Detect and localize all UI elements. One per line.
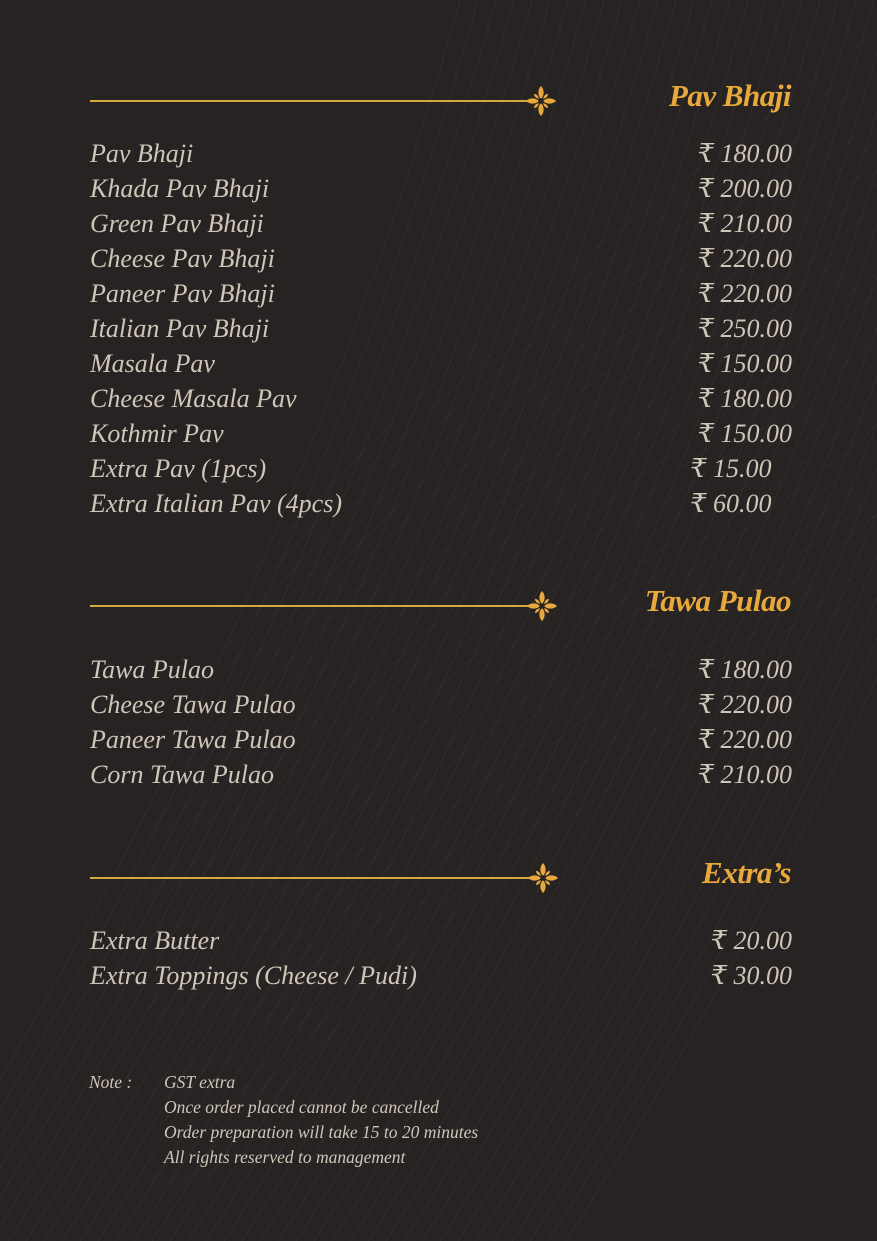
menu-item: [90, 206, 792, 241]
note-line: GST extra: [164, 1072, 236, 1092]
menu-item: [90, 451, 792, 486]
item-name: Khada Pav Bhaji: [90, 174, 270, 203]
menu-item: [90, 757, 792, 792]
item-price: ₹ 220.00: [697, 279, 792, 308]
item-name: Italian Pav Bhaji: [90, 314, 270, 343]
item-name: Kothmir Pav: [90, 419, 224, 448]
item-price: ₹ 150.00: [697, 419, 792, 448]
note-line: Order preparation will take 15 to 20 minutes: [164, 1122, 479, 1142]
section-title: Tawa Pulao: [644, 583, 791, 618]
item-name: Extra Toppings (Cheese / Pudi): [90, 961, 417, 990]
flower-ornament-icon: [526, 590, 558, 622]
item-price: ₹ 220.00: [697, 725, 792, 754]
item-name: Masala Pav: [90, 349, 215, 378]
item-name: Corn Tawa Pulao: [90, 760, 274, 789]
section-title: Pav Bhaji: [668, 78, 791, 113]
note-line: Once order placed cannot be cancelled: [164, 1097, 439, 1117]
item-price: ₹ 210.00: [697, 760, 792, 789]
item-name: Cheese Masala Pav: [90, 384, 297, 413]
item-name: Cheese Tawa Pulao: [90, 690, 296, 719]
item-price: ₹ 150.00: [697, 349, 792, 378]
menu-item: [90, 381, 792, 416]
menu-item: [90, 276, 792, 311]
section-divider-line: [90, 605, 530, 607]
section-title: Extra’s: [702, 855, 791, 890]
menu-item: [90, 241, 792, 276]
item-price: ₹ 180.00: [697, 655, 792, 684]
item-price: ₹ 30.00: [710, 961, 792, 990]
item-price: ₹ 180.00: [697, 384, 792, 413]
flower-ornament-icon: [527, 862, 559, 894]
menu-item: [90, 958, 792, 993]
note-label: Note :: [89, 1072, 133, 1092]
item-price: ₹ 20.00: [710, 926, 792, 955]
menu-item: [90, 486, 792, 521]
item-name: Pav Bhaji: [90, 139, 194, 168]
menu-item: [90, 136, 792, 171]
menu-item: [90, 311, 792, 346]
item-price: ₹ 60.00: [690, 489, 772, 518]
item-price: ₹ 180.00: [697, 139, 792, 168]
item-price: ₹ 210.00: [697, 209, 792, 238]
item-name: Paneer Pav Bhaji: [90, 279, 275, 308]
note-lines: [164, 1070, 478, 1170]
menu-item: [90, 171, 792, 206]
item-price: ₹ 250.00: [697, 314, 792, 343]
item-name: Tawa Pulao: [90, 655, 215, 684]
menu-item-list: [90, 652, 792, 792]
menu-item: [90, 687, 792, 722]
section-divider-line: [90, 100, 530, 102]
note-line: All rights reserved to management: [164, 1147, 406, 1167]
item-name: Green Pav Bhaji: [90, 209, 264, 238]
menu-item-list: [90, 923, 792, 993]
item-name: Cheese Pav Bhaji: [90, 244, 275, 273]
item-name: Extra Pav (1pcs): [90, 454, 267, 483]
menu-item: [90, 722, 792, 757]
item-name: Paneer Tawa Pulao: [90, 725, 296, 754]
menu-item: [90, 652, 792, 687]
menu-item: [90, 923, 792, 958]
menu-item-list: [90, 136, 792, 521]
section-divider-line: [90, 877, 532, 879]
item-price: ₹ 220.00: [697, 690, 792, 719]
item-price: ₹ 220.00: [697, 244, 792, 273]
item-price: ₹ 15.00: [690, 454, 772, 483]
flower-ornament-icon: [525, 85, 557, 117]
item-name: Extra Italian Pav (4pcs): [90, 489, 342, 518]
menu-item: [90, 346, 792, 381]
item-name: Extra Butter: [90, 926, 220, 955]
item-price: ₹ 200.00: [697, 174, 792, 203]
menu-item: [90, 416, 792, 451]
